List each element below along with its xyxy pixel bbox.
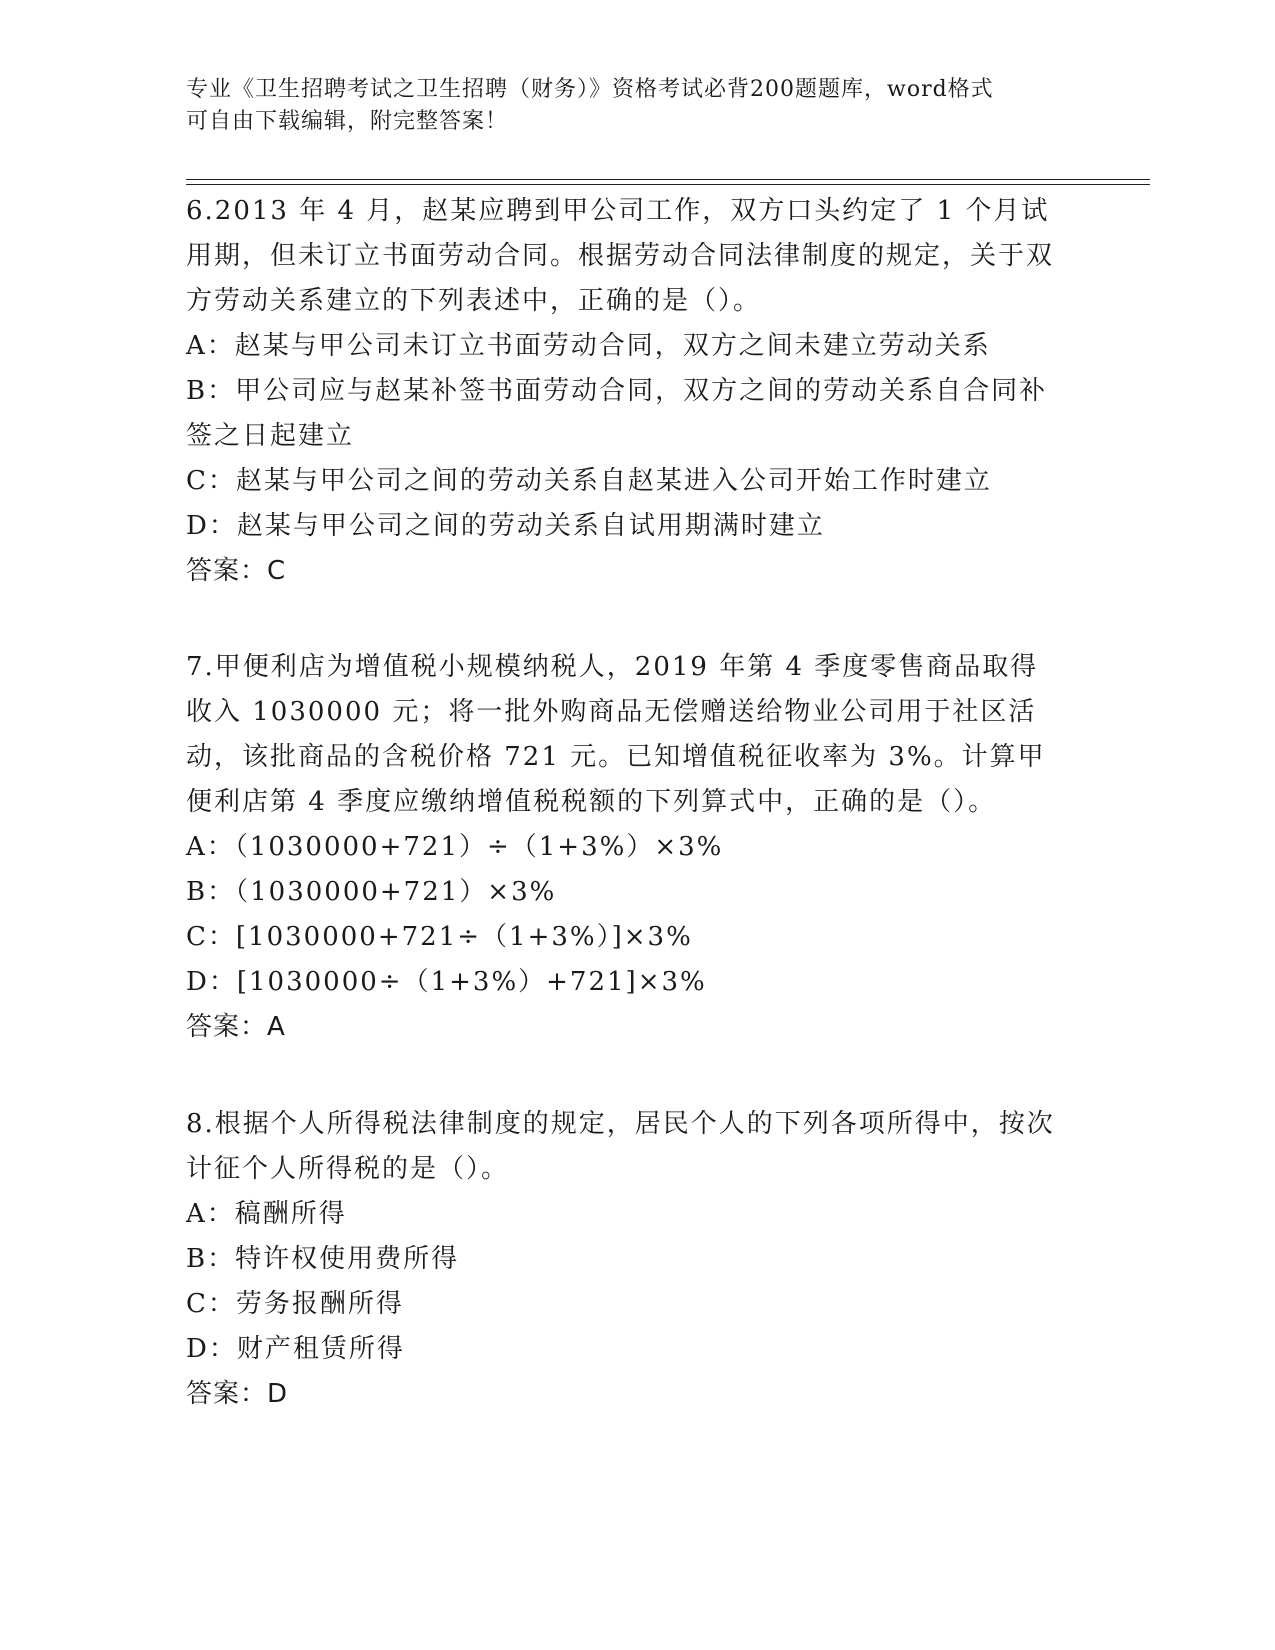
option-a: A：（1030000+721）÷（1+3%）×3% [186,832,724,862]
option-b: B：甲公司应与赵某补签书面劳动合同，双方之间的劳动关系自合同补签之日起建立 [186,376,1048,451]
question-8 [186,1102,1066,1417]
answer-text: 答案：C [186,556,287,586]
option-d: D：[1030000÷（1+3%）+721]×3% [186,967,707,997]
option-d: D：赵某与甲公司之间的劳动关系自试用期满时建立 [186,511,825,541]
option-c: C：劳务报酬所得 [186,1289,404,1319]
answer-text: 答案：A [186,1012,286,1042]
option-a: A：赵某与甲公司未订立书面劳动合同，双方之间未建立劳动关系 [186,331,991,361]
question-6 [186,189,1066,594]
question-stem: 7.甲便利店为增值税小规模纳税人，2019 年第 4 季度零售商品取得收入 1030000 元；将一批外购商品无偿赠送给物业公司用于社区活动，该批商品的含税价格 721 元。已知增值税征收率为 3%。计算甲便利店第 4 季度应缴纳增值税税额的下列算式中，正确的是（）。 [186,652,1046,817]
option-b: B：（1030000+721）×3% [186,877,557,907]
option-a: A：稿酬所得 [186,1199,347,1229]
question-stem: 6.2013 年 4 月，赵某应聘到甲公司工作，双方口头约定了 1 个月试用期，但未订立书面劳动合同。根据劳动合同法律制度的规定，关于双方劳动关系建立的下列表述中，正确的是（）。 [186,196,1055,316]
question-7 [186,645,1066,1050]
header-divider-bottom [186,184,1150,185]
header-line-2: 可自由下载编辑，附完整答案！ [186,109,509,134]
header-divider-top [186,179,1150,180]
document-header [186,74,1066,138]
option-b: B：特许权使用费所得 [186,1244,460,1274]
question-stem: 8.根据个人所得税法律制度的规定，居民个人的下列各项所得中，按次计征个人所得税的是（）。 [186,1109,1055,1184]
answer-text: 答案：D [186,1379,289,1409]
option-c: C：[1030000+721÷（1+3%）]×3% [186,922,693,952]
header-line-1: 专业《卫生招聘考试之卫生招聘（财务）》资格考试必背200题题库，word格式 [186,77,994,102]
option-d: D：财产租赁所得 [186,1334,405,1364]
option-c: C：赵某与甲公司之间的劳动关系自赵某进入公司开始工作时建立 [186,466,992,496]
